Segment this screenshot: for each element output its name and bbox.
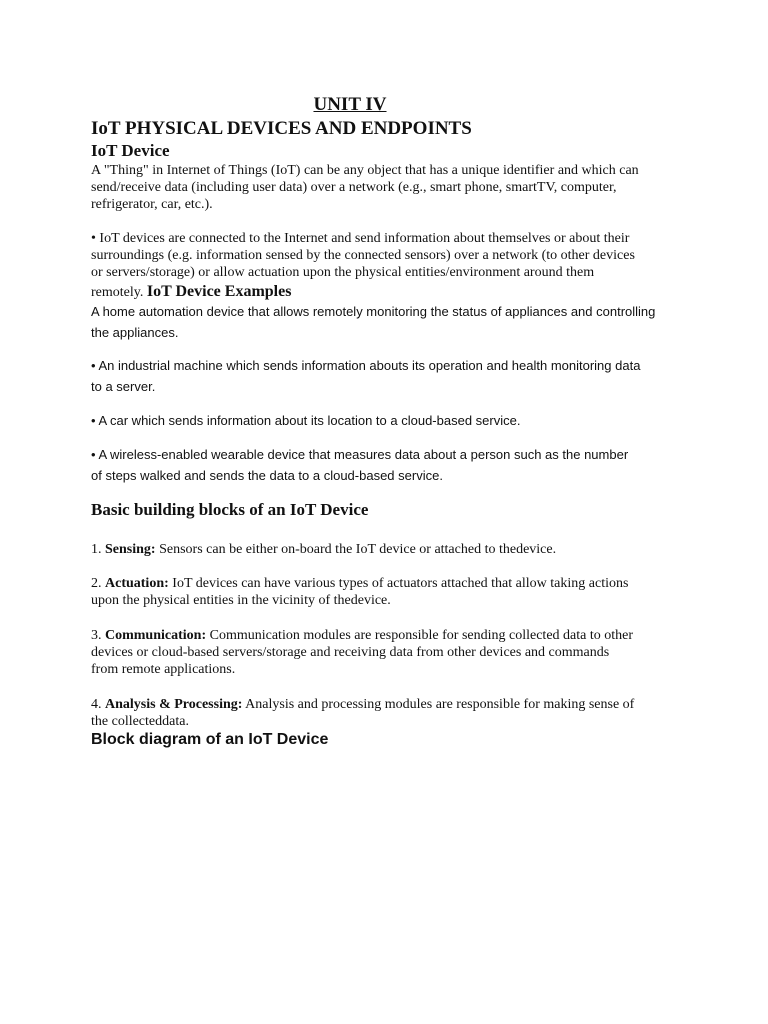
example-item bbox=[91, 355, 691, 397]
item-line: the collecteddata. bbox=[91, 714, 189, 729]
item-term: Analysis & Processing: bbox=[105, 697, 243, 712]
intro-line: A "Thing" in Internet of Things (IoT) can be any object that has a unique identifier and which can bbox=[91, 163, 639, 178]
connected-line: surroundings (e.g. information sensed by the connected sensors) over a network (to other devices bbox=[91, 248, 635, 263]
example-line: to a server. bbox=[91, 379, 156, 394]
example-line: • An industrial machine which sends information abouts its operation and health monitoring data bbox=[91, 358, 641, 373]
building-block-item bbox=[91, 627, 731, 678]
examples-heading: IoT Device Examples bbox=[146, 283, 292, 300]
building-block-item bbox=[91, 696, 731, 730]
block-diagram-heading: Block diagram of an IoT Device bbox=[91, 731, 329, 748]
example-line: • A wireless-enabled wearable device that measures data about a person such as the number bbox=[91, 447, 629, 462]
item-term: Actuation: bbox=[105, 576, 169, 591]
example-line: the appliances. bbox=[91, 325, 179, 340]
intro-line: send/receive data (including user data) over a network (e.g., smart phone, smartTV, computer, bbox=[91, 180, 617, 195]
remotely-text: remotely. bbox=[91, 285, 144, 300]
example-line: of steps walked and sends the data to a cloud-based service. bbox=[91, 468, 443, 483]
connected-paragraph bbox=[91, 230, 731, 281]
unit-title: UNIT IV bbox=[313, 94, 387, 115]
intro-paragraph bbox=[91, 162, 731, 213]
example-line: A home automation device that allows remotely monitoring the status of appliances and controlling bbox=[91, 304, 656, 319]
item-line: devices or cloud-based servers/storage and receiving data from other devices and commands bbox=[91, 645, 610, 660]
connected-line: or servers/storage) or allow actuation upon the physical entities/environment around them bbox=[91, 265, 595, 280]
example-item bbox=[91, 444, 691, 486]
item-line: Analysis and processing modules are responsible for making sense of bbox=[245, 697, 635, 712]
item-number: 3. bbox=[91, 628, 102, 643]
item-line: Communication modules are responsible for sending collected data to other bbox=[209, 628, 634, 643]
example-item bbox=[91, 301, 711, 343]
intro-line: refrigerator, car, etc.). bbox=[91, 197, 213, 212]
item-number: 1. bbox=[91, 542, 102, 557]
item-number: 4. bbox=[91, 697, 102, 712]
item-term: Sensing: bbox=[105, 542, 156, 557]
remotely-line bbox=[91, 282, 291, 303]
item-line: IoT devices can have various types of actuators attached that allow taking actions bbox=[172, 576, 629, 591]
building-block-item bbox=[91, 575, 731, 609]
example-item bbox=[91, 410, 691, 431]
item-term: Communication: bbox=[105, 628, 207, 643]
building-block-item bbox=[91, 541, 731, 558]
example-line: • A car which sends information about its location to a cloud-based service. bbox=[91, 413, 521, 428]
main-heading: IoT PHYSICAL DEVICES AND ENDPOINTS bbox=[91, 118, 472, 139]
item-line: upon the physical entities in the vicinity of thedevice. bbox=[91, 593, 391, 608]
item-line: from remote applications. bbox=[91, 662, 236, 677]
connected-line: • IoT devices are connected to the Internet and send information about themselves or about their bbox=[91, 231, 630, 246]
item-number: 2. bbox=[91, 576, 102, 591]
item-line: Sensors can be either on-board the IoT device or attached to thedevice. bbox=[159, 542, 557, 557]
iot-device-heading: IoT Device bbox=[91, 141, 170, 160]
building-blocks-heading: Basic building blocks of an IoT Device bbox=[91, 500, 369, 519]
